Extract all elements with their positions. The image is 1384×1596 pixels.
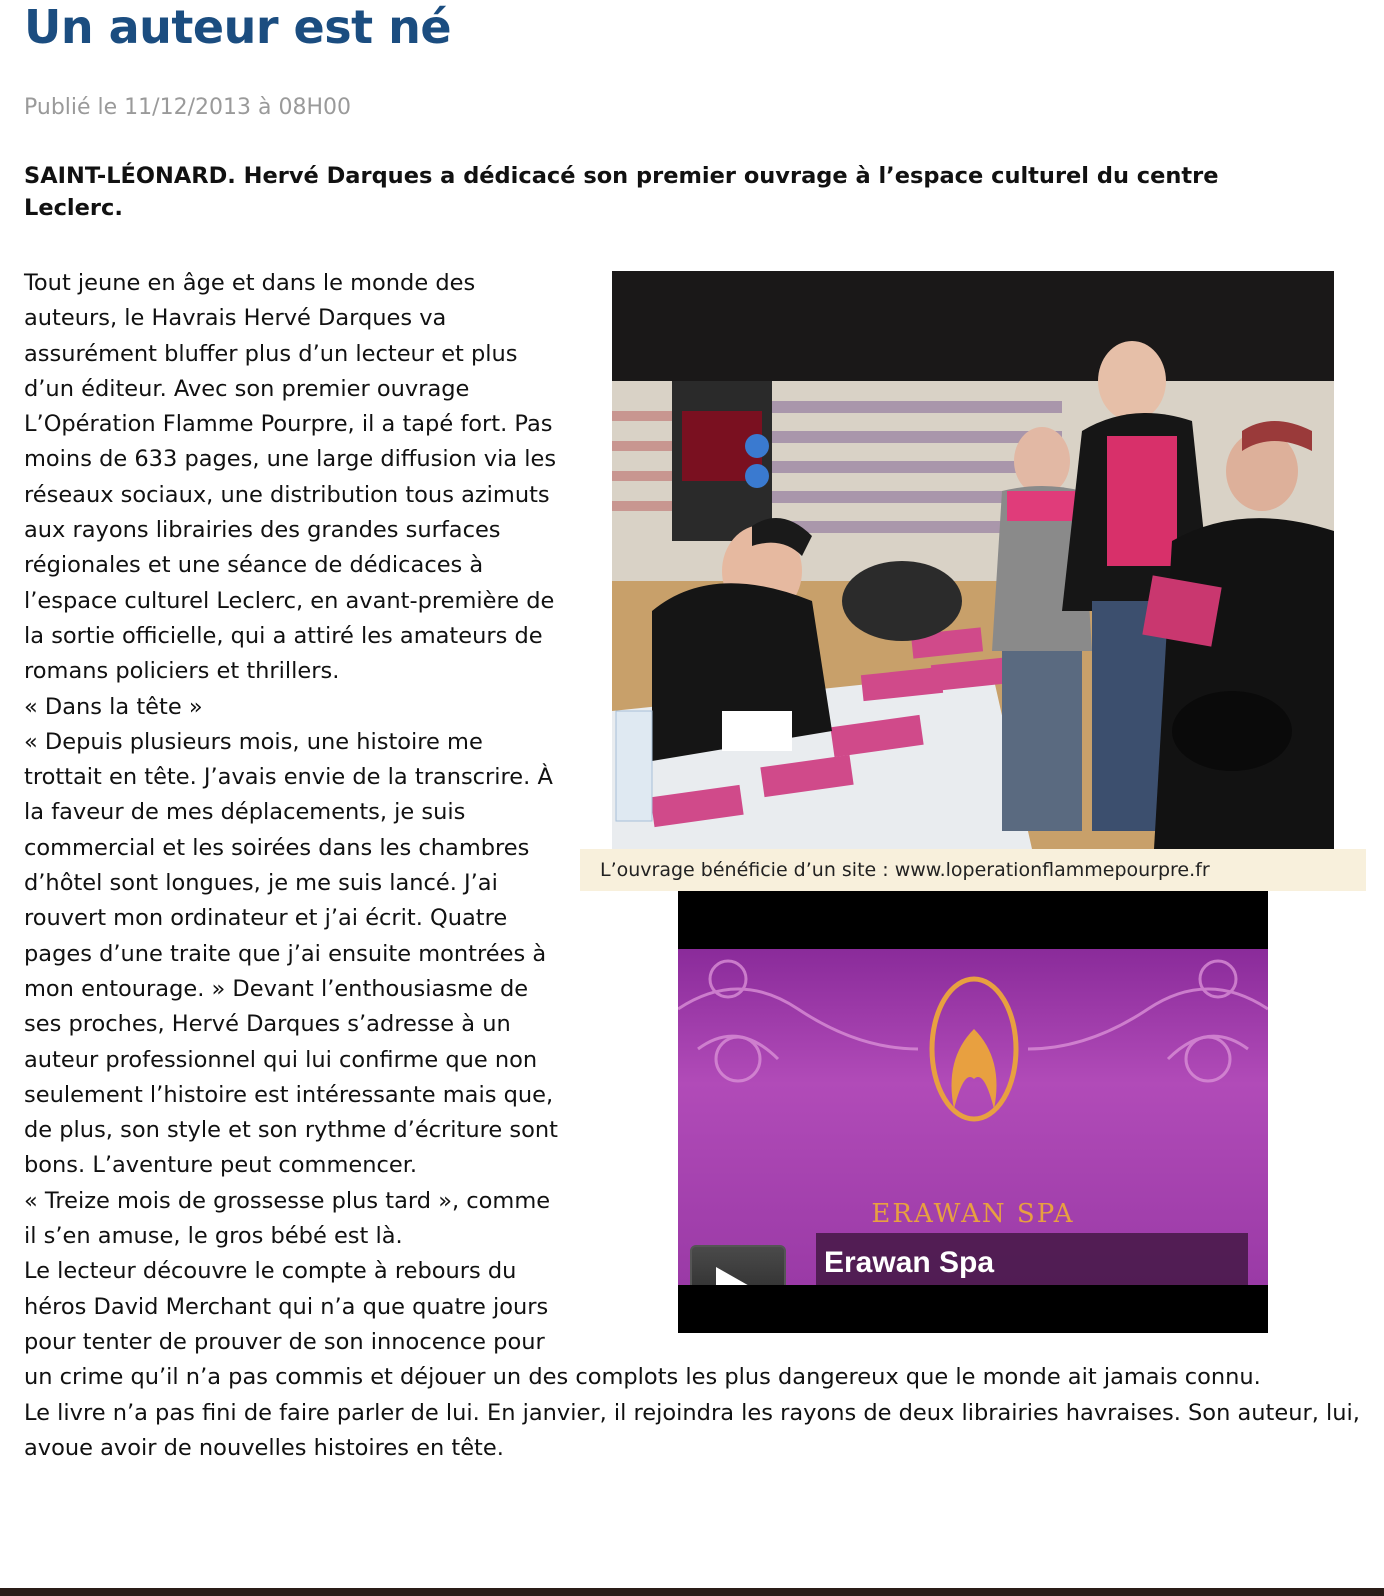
article-photo	[612, 271, 1334, 849]
paragraph: « Depuis plusieurs mois, une histoire me trottait en tête. J’avais envie de la transcrire. À la faveur de mes déplacements, je suis commercial et les soirées dans les chambres d’hôtel sont longues, je me suis lancé. J’ai rouvert mon ordinateur et j’ai écrit. Quatre pages d’une traite que j’ai ensuite montrées à mon entourage. » Devant l’enthousiasme de ses proches, Hervé Darques s’adresse à un auteur professionnel qui lui confirme que non seulement l’histoire est intéressante mais que, de plus, son style et son rythme d’écriture sont bons. L’aventure peut commencer.	[24, 728, 558, 1179]
paragraph: Le lecteur découvre le compte à rebours du héros David Merchant qui n’a que quatre jours pour tenter de prouver de son innocence pour un crime qu’il n’a pas commis et déjouer un des complots les plus dangereux que le monde ait jamais connu.	[24, 1258, 1261, 1391]
paragraph: Tout jeune en âge et dans le monde des auteurs, le Havrais Hervé Darques va assurément bluffer plus d’un lecteur et plus d’un éditeur. Avec son premier ouvrage L’Opération Flamme Pourpre, il a tapé fort. Pas moins de 633 pages, une large diffusion via les réseaux sociaux, une distribution tous azimuts aux rayons librairies des grandes surfaces régionales et une séance de dédicaces à l’espace culturel Leclerc, en avant-première de la sortie officielle, qui a attiré les amateurs de romans policiers et thrillers.	[24, 270, 557, 685]
photo-caption: L’ouvrage bénéficie d’un site : www.loperationflammepourpre.fr	[580, 849, 1366, 891]
paragraph: « Treize mois de grossesse plus tard », comme il s’en amuse, le gros bébé est là.	[24, 1187, 551, 1250]
play-icon	[716, 1267, 760, 1285]
paragraph: Le livre n’a pas fini de faire parler de lui. En janvier, il rejoindra les rayons de deux librairies havraises. Son auteur, lui, avoue avoir de nouvelles histoires en tête.	[24, 1399, 1360, 1461]
article	[24, 0, 1360, 1466]
play-button[interactable]	[690, 1245, 786, 1285]
article-body	[24, 266, 1360, 1466]
page-bottom-border	[0, 1588, 1384, 1596]
publication-date: Publié le 11/12/2013 à 08H00	[24, 95, 351, 120]
spa-brand-text: ERAWAN SPA	[871, 1199, 1075, 1229]
article-title: Un auteur est né	[24, 0, 452, 54]
media-column	[580, 271, 1370, 1333]
article-lede: SAINT-LÉONARD. Hervé Darques a dédicacé son premier ouvrage à l’espace culturel du centre Leclerc.	[24, 163, 1219, 221]
book-signing-photo	[612, 271, 1334, 849]
video-title-box	[816, 1233, 1248, 1285]
video-overlay	[678, 1233, 1248, 1285]
video-player[interactable]	[678, 891, 1268, 1333]
video-thumbnail[interactable]	[678, 949, 1268, 1285]
video-title: Erawan Spa	[824, 1246, 995, 1279]
paragraph: « Dans la tête »	[24, 693, 203, 720]
